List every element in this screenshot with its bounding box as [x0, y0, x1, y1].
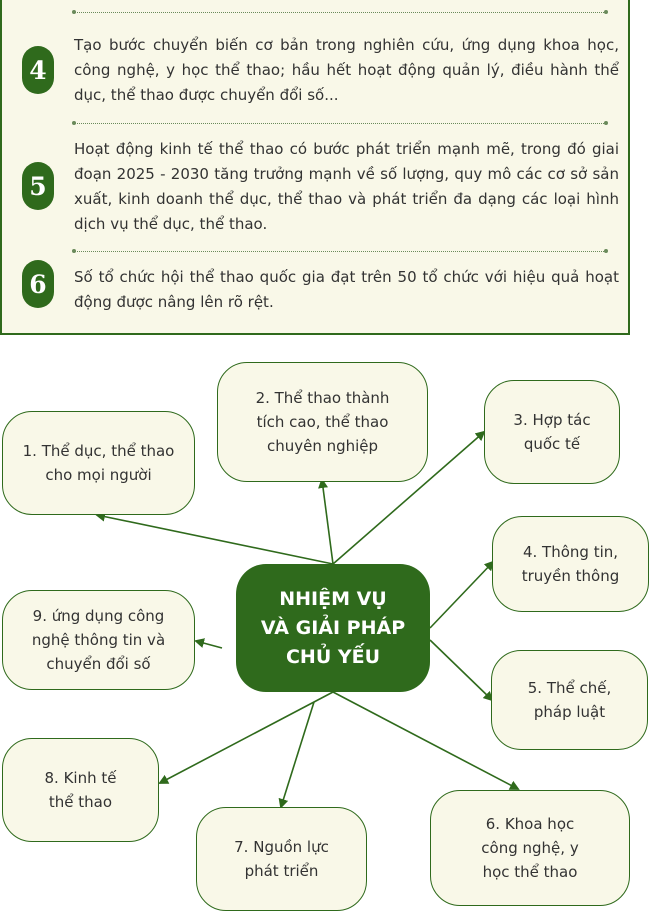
- node-it-digital-transformation: [2, 590, 195, 690]
- node-label-line: nghệ thông tin và: [31, 631, 166, 649]
- center-title-line: CHỦ YẾU: [285, 645, 381, 668]
- node-label-line: học thể thao: [482, 863, 578, 881]
- goal-text: Tạo bước chuyển biến cơ bản trong nghiên cứu, ứng dụng khoa học, công nghệ, y học thể thao; hầu hết hoạt động quản lý, điều hành thể dục, thể thao được chuyển đổi số...: [74, 36, 619, 104]
- connector-arrow: [196, 641, 222, 648]
- node-science-technology: [430, 790, 630, 906]
- node-label-line: thể thao: [48, 793, 113, 811]
- connector-arrow: [281, 702, 314, 807]
- node-label-line: 4. Thông tin,: [522, 543, 619, 561]
- goal-text: Hoạt động kinh tế thể thao có bước phát triển mạnh mẽ, trong đó giai đoạn 2025 - 2030 tăng trưởng mạnh về số lượng, quy mô các cơ sở sản xuất, kinh doanh thể dục, thể thao và phát triển đa dạng các loại hình dịch vụ thể dục, thể thao.: [74, 140, 619, 233]
- node-label-line: 9. ứng dụng công: [32, 607, 165, 625]
- node-international-cooperation: [484, 380, 620, 484]
- node-label-line: tích cao, thể thao: [256, 413, 389, 431]
- node-label-line: 6. Khoa học: [485, 815, 575, 833]
- goal-number-badge: 6: [22, 260, 54, 308]
- node-label-line: quốc tế: [523, 435, 581, 453]
- center-title-line: VÀ GIẢI PHÁP: [260, 616, 406, 639]
- goal-text: Số tổ chức hội thể thao quốc gia đạt trên 50 tổ chức với hiệu quả hoạt động được nâng lên rõ rệt.: [74, 268, 619, 311]
- node-label-line: chuyên nghiệp: [266, 437, 379, 455]
- connector-arrow: [160, 692, 333, 783]
- node-label-line: pháp luật: [533, 703, 606, 721]
- node-label-line: phát triển: [244, 862, 319, 880]
- goal-number-badge: 5: [22, 162, 54, 210]
- node-label-line: 7. Nguồn lực: [234, 838, 329, 856]
- node-sport-for-all: [2, 411, 195, 515]
- connector-arrow: [430, 640, 492, 700]
- node-development-resources: [196, 807, 367, 911]
- node-label-line: công nghệ, y: [481, 839, 579, 857]
- node-label-line: 2. Thể thao thành: [255, 389, 390, 407]
- node-label-line: 5. Thể chế,: [527, 679, 612, 697]
- goal-number-badge: 4: [22, 46, 54, 94]
- node-label-line: 8. Kinh tế: [44, 769, 117, 787]
- node-label-line: 3. Hợp tác: [513, 411, 591, 429]
- node-information-communication: [492, 516, 649, 612]
- node-label-line: truyền thông: [521, 567, 620, 585]
- connector-arrow: [97, 515, 333, 564]
- connector-arrow: [430, 562, 493, 628]
- node-label-line: chuyển đổi số: [46, 655, 151, 673]
- node-high-performance-sport: [217, 362, 428, 482]
- node-label-line: cho mọi người: [45, 466, 152, 484]
- node-sport-economy: [2, 738, 159, 842]
- center-title-line: NHIỆM VỤ: [279, 587, 387, 610]
- connector-arrow: [322, 480, 333, 564]
- mindmap-center-node: [236, 564, 430, 692]
- node-institutions-law: [491, 650, 648, 750]
- node-label-line: 1. Thể dục, thể thao: [22, 442, 175, 460]
